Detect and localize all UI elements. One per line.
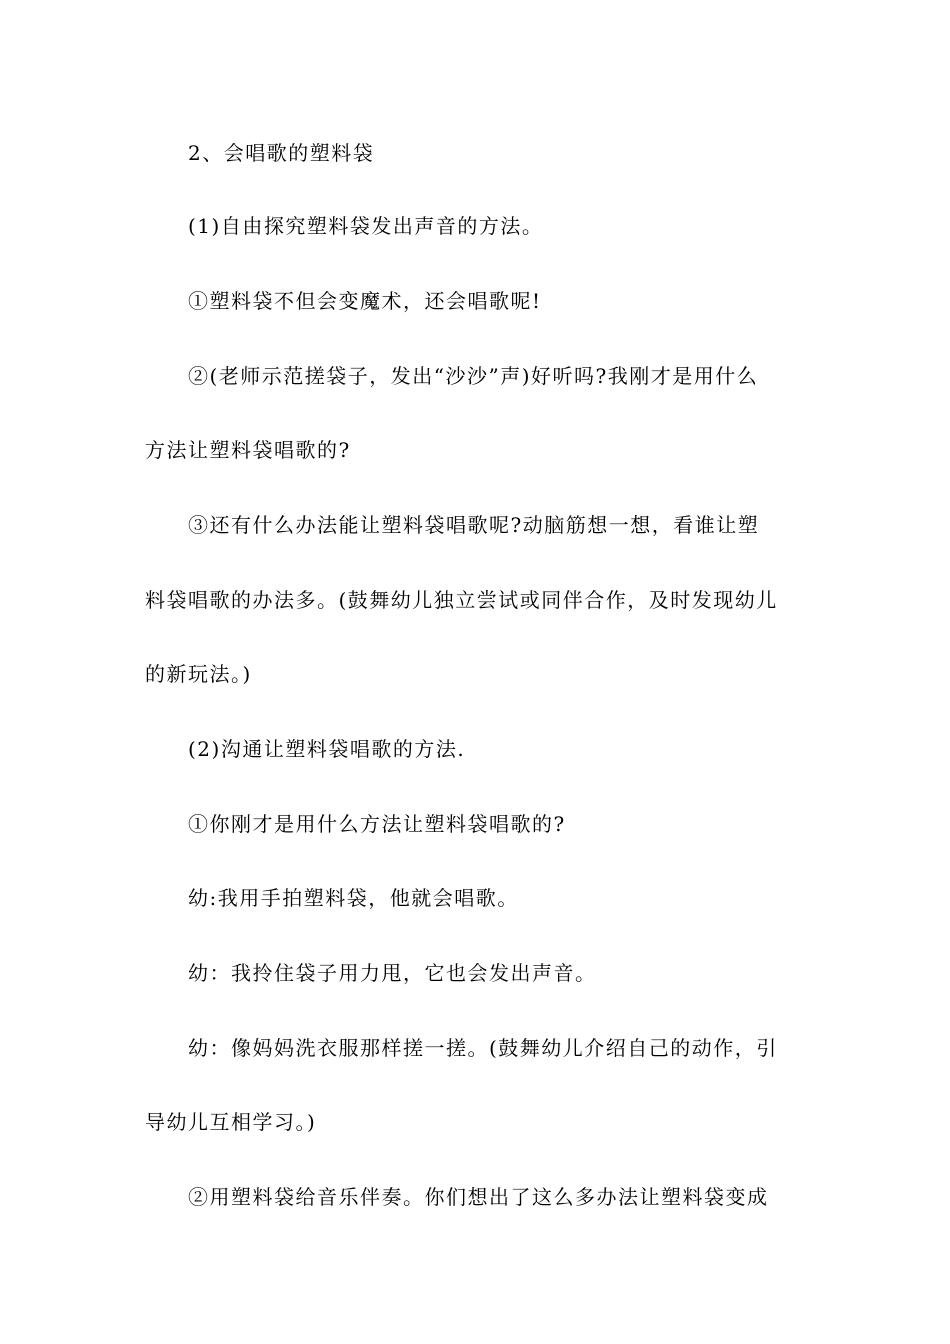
subsection-heading: (1)自由探究塑料袋发出声音的方法。 — [188, 214, 544, 238]
paragraph-line: ②用塑料袋给音乐伴奏。你们想出了这么多办法让塑料袋变成 — [188, 1185, 769, 1209]
paragraph-line: ①塑料袋不但会变魔术，还会唱歌呢! — [188, 289, 542, 313]
subsection-heading: (2)沟通让塑料袋唱歌的方法. — [188, 737, 466, 761]
paragraph-line: ③还有什么办法能让塑料袋唱歌呢?动脑筋想一想，看谁让塑 — [188, 513, 760, 537]
paragraph-line: 方法让塑料袋唱歌的? — [145, 438, 351, 462]
paragraph-line: 幼：像妈妈洗衣服那样搓一搓。(鼓舞幼儿介绍自己的动作，引 — [188, 1036, 778, 1060]
paragraph-line: ①你刚才是用什么方法让塑料袋唱歌的? — [188, 812, 566, 836]
paragraph-line: 幼:我用手拍塑料袋，他就会唱歌。 — [188, 886, 519, 910]
paragraph-line: 导幼儿互相学习。) — [145, 1110, 317, 1134]
paragraph-line: 的新玩法。) — [145, 662, 252, 686]
paragraph-line: ②(老师示范搓袋子，发出“沙沙”声)好听吗?我刚才是用什么 — [188, 364, 759, 388]
paragraph-line: 料袋唱歌的办法多。(鼓舞幼儿独立尝试或同伴合作，及时发现幼儿 — [145, 588, 778, 612]
section-heading: 2、会唱歌的塑料袋 — [188, 141, 375, 165]
paragraph-line: 幼：我拎住袋子用力甩，它也会发出声音。 — [188, 961, 597, 985]
